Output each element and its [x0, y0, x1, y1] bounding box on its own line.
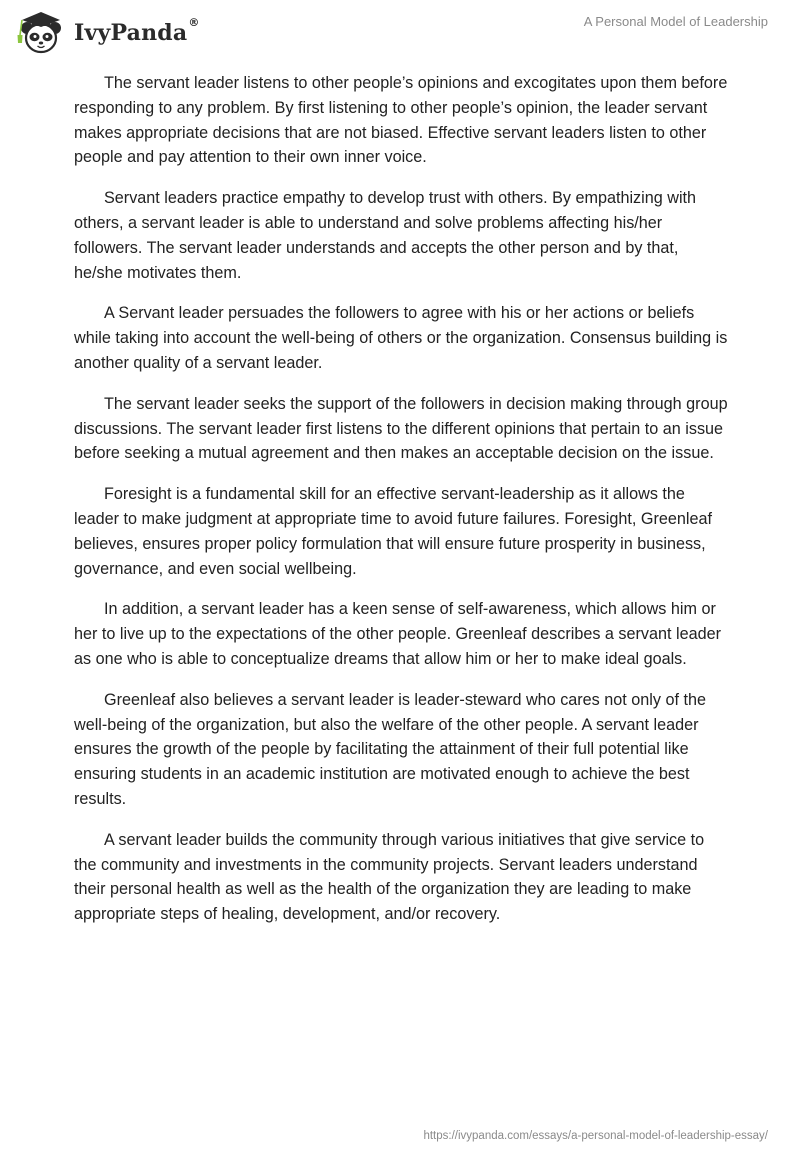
- document-title: A Personal Model of Leadership: [583, 14, 768, 29]
- source-url[interactable]: https://ivypanda.com/essays/a-personal-model-of-leadership-essay/: [423, 1130, 768, 1142]
- paragraph: Foresight is a fundamental skill for an effective servant-leadership as it allows the leader to make judgment at appropriate time to avoid future failures. Foresight, Greenleaf believes, ensures proper policy formulation that will ensure future prosperity in business, governance, and even social wellbeing.: [74, 485, 712, 578]
- paragraph: In addition, a servant leader has a keen sense of self-awareness, which allows him or her to live up to the expectations of the other people. Greenleaf describes a servant leader as one who is able to conceptualize dreams that allow him or her to make ideal goals.: [74, 600, 722, 668]
- paragraph: Servant leaders practice empathy to develop trust with others. By empathizing with others, a servant leader is able to understand and solve problems affecting his/her followers. The servant leader understands and accepts the other person and by that, he/she motivates them.: [74, 189, 697, 282]
- paragraph: Greenleaf also believes a servant leader is leader-steward who cares not only of the well-being of the organization, but also the welfare of the other people. A servant leader ensures the growth of the people by facilitating the attainment of their full potential like ensuring students in an academic institution are motivated enough to achieve the best results.: [74, 690, 706, 808]
- paragraph: The servant leader seeks the support of the followers in decision making through group discussions. The servant leader first listens to the different opinions that pertain to an issue before seeking a mutual agreement and then makes an acceptable decision on the issue.: [74, 394, 728, 463]
- paragraph: A Servant leader persuades the followers to agree with his or her actions or beliefs while taking into account the well-being of others or the organization. Consensus building is another quality of a servant leader.: [74, 304, 728, 372]
- registered-mark: ®: [188, 15, 200, 29]
- paragraph: The servant leader listens to other people’s opinions and excogitates upon them before responding to any problem. By first listening to other people’s opinion, the leader servant makes appropriate decisions that are not biased. Effective servant leaders listen to other people and pay attention to their own inner voice.: [74, 74, 728, 167]
- brand-name: IvyPanda: [74, 20, 188, 46]
- page-header: [0, 0, 800, 64]
- essay-body: [74, 71, 728, 943]
- ivypanda-logo[interactable]: [14, 8, 199, 56]
- panda-graduate-icon: [14, 8, 68, 56]
- paragraph: A servant leader builds the community through various initiatives that give service to the community and investments in the community projects. Servant leaders understand their personal health as well as the health of the organization they are leading to make appropriate steps of healing, development, and/or recovery.: [74, 830, 705, 924]
